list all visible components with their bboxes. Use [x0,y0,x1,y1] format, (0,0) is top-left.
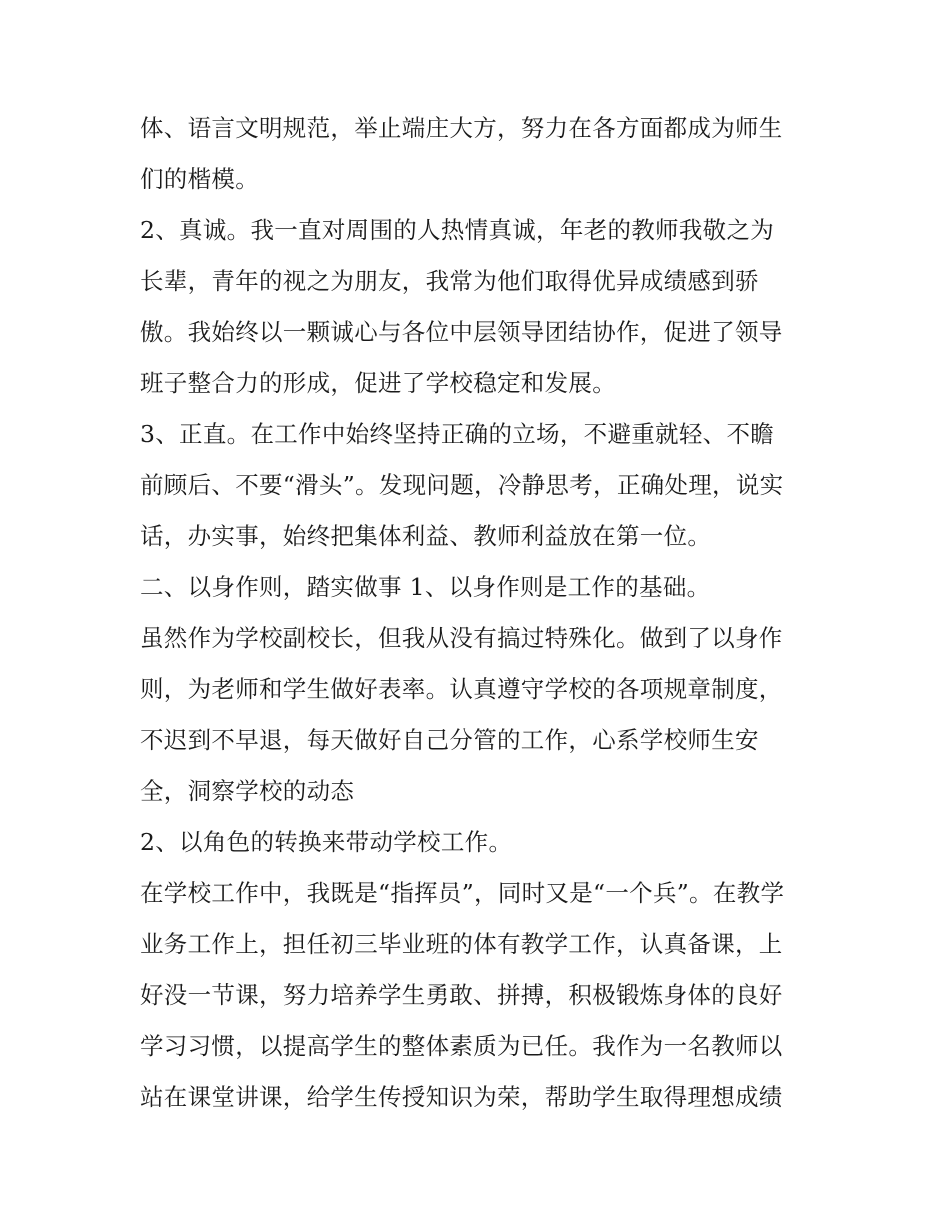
document-body [140,108,820,1128]
text-line: 好没一节课，努力培养学生勇敢、拼搏，积极锻炼身体的良好 [140,981,783,1009]
text-line: 3、正直。在工作中始终坚持正确的立场，不避重就轻、不瞻 [140,420,775,448]
subsection-heading: 2、以角色的转换来带动学校工作。 [140,828,513,856]
text-line: 业务工作上，担任初三毕业班的体有教学工作，认真备课，上 [140,930,783,958]
text-line: 站在课堂讲课，给学生传授知识为荣，帮助学生取得理想成绩 [140,1083,783,1111]
text-line: 虽然作为学校副校长，但我从没有搞过特殊化。做到了以身作 [140,624,783,652]
text-line: 班子整合力的形成，促进了学校稳定和发展。 [140,369,616,397]
text-line: 则，为老师和学生做好表率。认真遵守学校的各项规章制度， [140,675,783,703]
text-line: 在学校工作中，我既是“指挥员”，同时又是“一个兵”。在教学 [140,879,785,907]
section-heading: 二、以身作则，踏实做事 1、以身作则是工作的基础。 [140,573,711,601]
text-line: 2、真诚。我一直对周围的人热情真诚，年老的教师我敬之为 [140,216,775,244]
text-line: 学习习惯，以提高学生的整体素质为已任。我作为一名教师以 [140,1032,783,1060]
text-line: 话，办实事，始终把集体利益、教师利益放在第一位。 [140,522,712,550]
text-line: 傲。我始终以一颗诚心与各位中层领导团结协作，促进了领导 [140,318,783,346]
text-line: 们的楷模。 [140,165,259,193]
text-line: 不迟到不早退，每天做好自己分管的工作，心系学校师生安 [140,726,759,754]
text-line: 前顾后、不要“滑头”。发现问题，冷静思考，正确处理，说实 [140,471,784,499]
text-line: 长辈，青年的视之为朋友，我常为他们取得优异成绩感到骄 [140,267,759,295]
text-line: 全，洞察学校的动态 [140,777,355,805]
text-line: 体、语言文明规范，举止端庄大方，努力在各方面都成为师生 [140,114,783,142]
